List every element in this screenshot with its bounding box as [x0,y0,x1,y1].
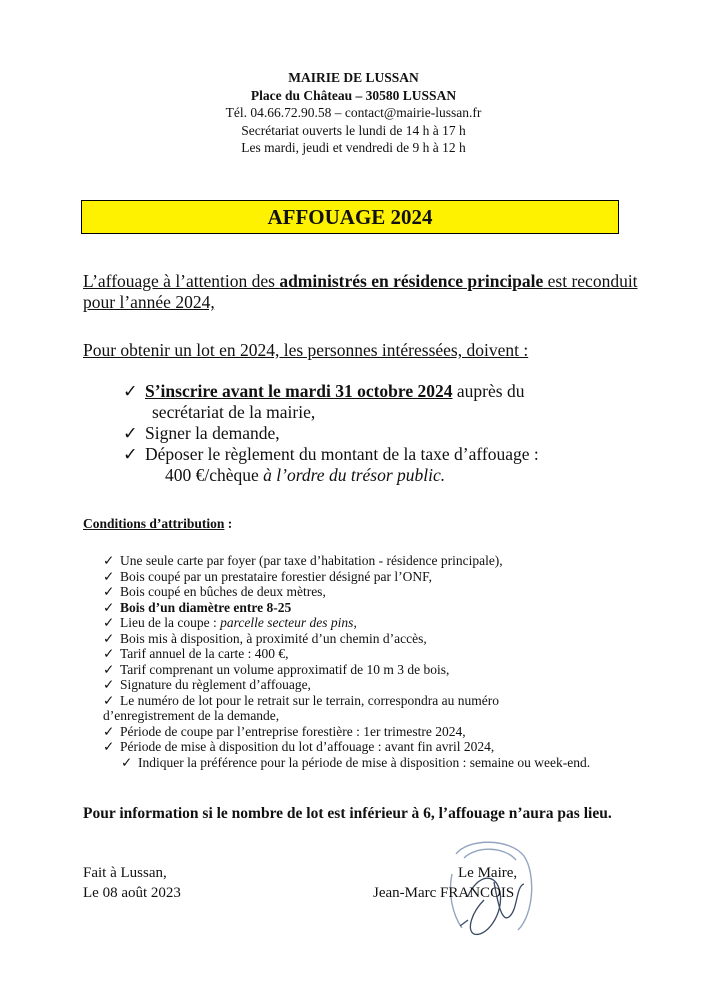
step-2: Signer la demande, [145,423,280,443]
check-icon: ✓ [103,677,115,692]
check-icon: ✓ [103,646,115,661]
condition-text: Le numéro de lot pour le retrait sur le terrain, correspondra au numéro [120,692,499,708]
condition-punct: , [353,615,357,630]
check-icon: ✓ [123,423,138,443]
list-item [103,600,643,616]
check-icon: ✓ [121,754,133,770]
list-item [103,584,643,600]
condition-text: Une seule carte par foyer (par taxe d’habitation - résidence principale), [120,553,503,568]
hours-line-2: Les mardi, jeudi et vendredi de 9 h à 12 h [241,140,466,155]
condition-text: Période de coupe par l’entreprise forestière : 1er trimestre 2024, [120,723,466,739]
intro-paragraph [83,271,643,313]
list-item [103,615,643,631]
intro-text-bold: administrés en résidence principale [279,271,544,291]
condition-text: Bois coupé par un prestataire forestier désigné par l’ONF, [120,568,432,584]
list-item [103,569,643,585]
list-item [103,646,643,662]
check-icon: ✓ [123,444,138,464]
list-item-continuation: d’enregistrement de la demande, [103,708,280,723]
step-3-amount: 400 €/chèque [165,465,264,485]
check-icon: ✓ [103,553,115,568]
check-icon: ✓ [103,568,115,584]
step-3: Déposer le règlement du montant de la taxe d’affouage : [145,444,539,464]
condition-text: Tarif comprenant un volume approximatif de 10 m 3 de bois, [120,661,450,677]
information-note: Pour information si le nombre de lot est inférieur à 6, l’affouage n’aura pas lieu. [83,805,612,822]
list-item [103,631,643,647]
step-item [118,444,638,486]
condition-text: Bois mis à disposition, à proximité d’un chemin d’accès, [120,630,427,646]
list-item [103,739,643,755]
condition-text: Période de mise à disposition du lot d’affouage : avant fin avril 2024, [120,739,495,754]
check-icon: ✓ [103,692,115,708]
step-3-continuation [145,465,638,486]
list-item [103,662,643,678]
condition-text: Lieu de la coupe : [120,615,221,630]
step-1-continuation: secrétariat de la mairie, [152,402,316,422]
condition-italic: parcelle secteur des pins [220,615,354,630]
list-item [103,693,643,709]
contact-line: Tél. 04.66.72.90.58 – contact@mairie-lussan.fr [225,105,482,120]
place: Fait à Lussan, [83,865,167,881]
intro-text-1: L’affouage à l’attention des [83,271,280,291]
condition-text: Tarif annuel de la carte : 400 €, [120,646,289,661]
condition-text: Bois d’un diamètre entre 8-25 [120,599,292,615]
mayor-name: Jean-Marc FRANCOIS [373,885,515,901]
conditions-title: Conditions d’attribution [83,516,225,531]
mayor-title: Le Maire, [458,865,518,881]
check-icon: ✓ [103,723,115,739]
check-icon: ✓ [103,739,115,754]
conditions-colon: : [224,516,233,531]
step-1-bold: S’inscrire avant le mardi 31 octobre 2024 [145,381,453,401]
place-date [83,863,181,903]
town-hall-name: MAIRIE DE LUSSAN [288,70,419,85]
obtain-paragraph: Pour obtenir un lot en 2024, les personnes intéressées, doivent : [83,340,529,360]
hours-line-1: Secrétariat ouverts le lundi de 14 h à 17 h [241,122,466,138]
step-3-payee: à l’ordre du trésor public. [263,465,446,485]
check-icon: ✓ [103,630,115,646]
check-icon: ✓ [103,615,115,630]
conditions-heading [83,516,232,532]
address: Place du Château – 30580 LUSSAN [250,87,457,103]
page-title: AFFOUAGE 2024 [81,200,619,234]
list-item [103,677,643,693]
check-icon: ✓ [103,661,115,677]
condition-text: Signature du règlement d’affouage, [120,677,311,692]
step-item [118,423,638,444]
intro-text-2: est reconduit pour l’année 2024, [83,271,638,312]
check-icon: ✓ [103,599,115,615]
list-item [103,724,643,740]
check-icon: ✓ [103,584,115,599]
letterhead [0,69,707,157]
step-item [118,381,638,423]
condition-text: Indiquer la préférence pour la période de mise à disposition : semaine ou week-end. [138,754,591,770]
step-1-rest: auprès du [452,381,525,401]
check-icon: ✓ [123,381,138,401]
list-item [103,553,643,569]
list-subitem [103,755,643,771]
steps-list [118,381,638,486]
date: Le 08 août 2023 [83,885,181,901]
conditions-list [103,553,643,770]
condition-text: Bois coupé en bûches de deux mètres, [120,584,326,599]
signature-block [373,863,573,903]
